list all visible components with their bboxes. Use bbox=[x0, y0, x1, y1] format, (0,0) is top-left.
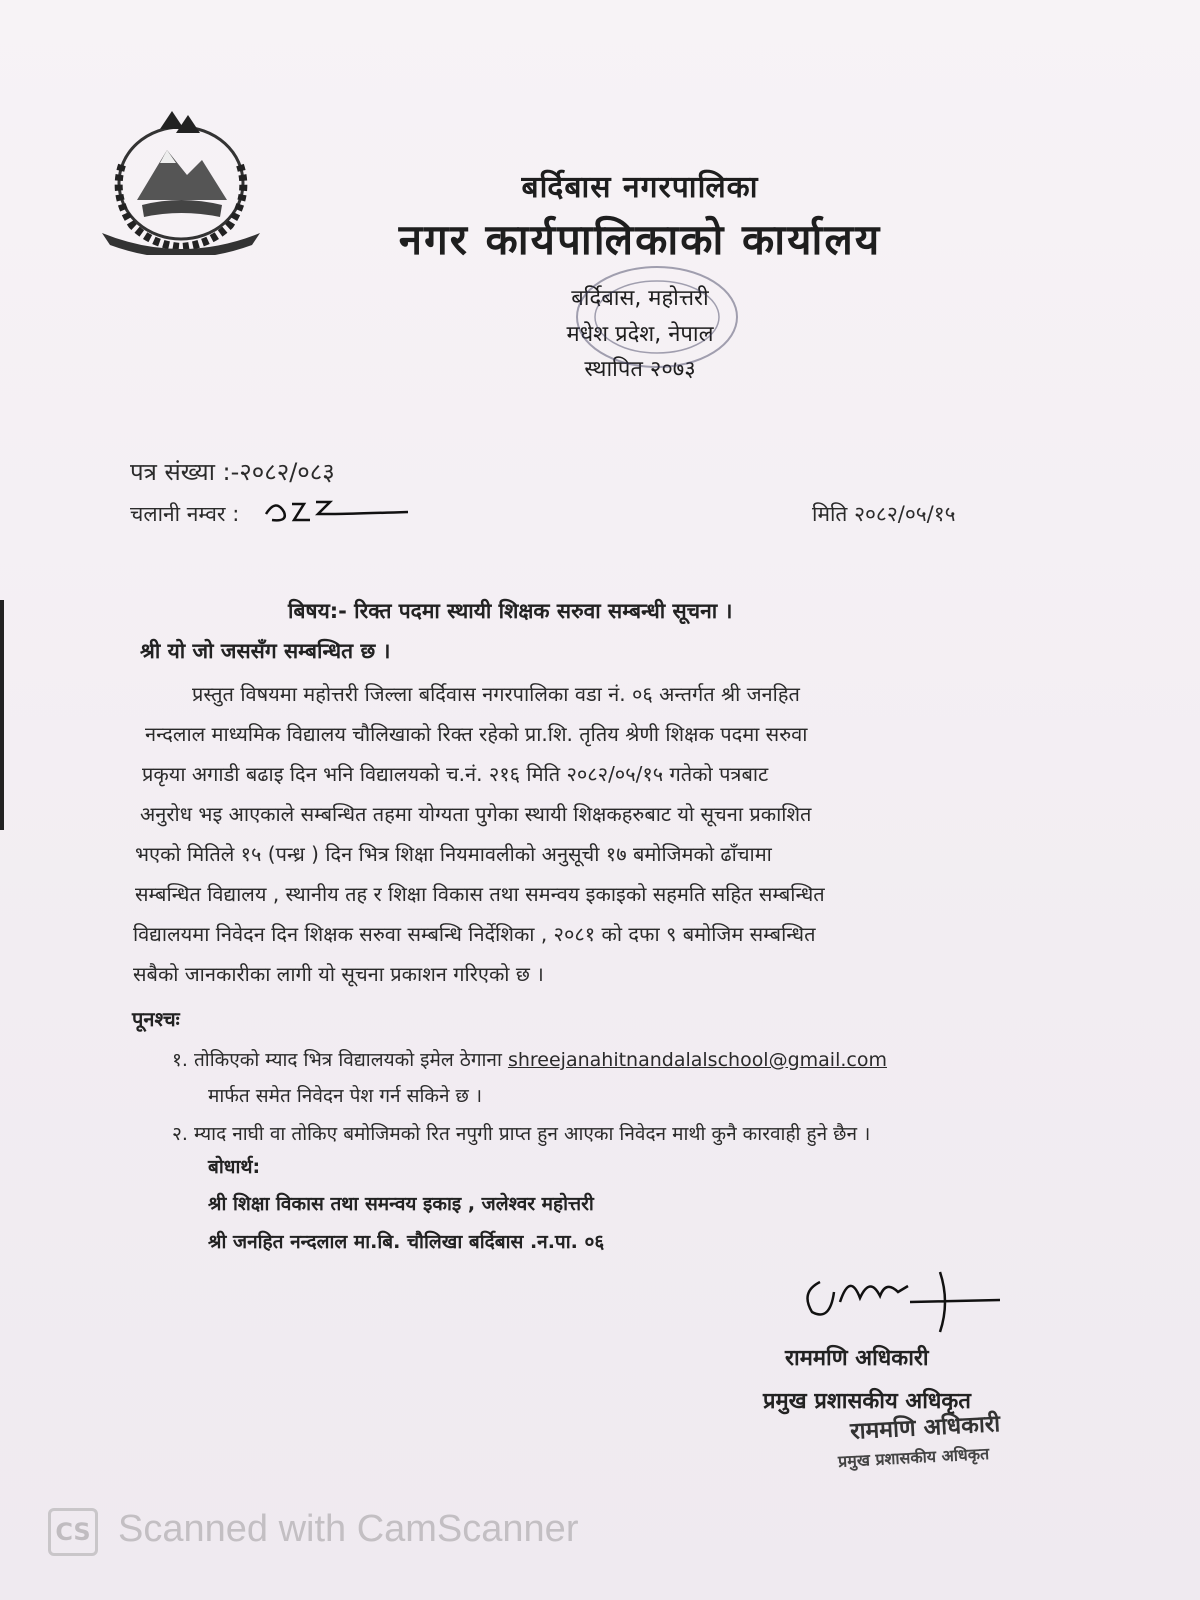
established-year: स्थापित २०७३ bbox=[584, 357, 696, 382]
body-line: अनुरोध भइ आएकाले सम्बन्धित तहमा योग्यता पुगेका स्थायी शिक्षकहरुबाट यो सूचना प्रकाशित bbox=[140, 802, 812, 826]
body-line: प्रकृया अगाडी बढाइ दिन भनि विद्यालयको च.नं. २१६ मिति २०८२/०५/१५ गतेको पत्रबाट bbox=[142, 762, 769, 786]
note-1-text: १. तोकिएको म्याद भित्र विद्यालयको इमेल ठेगाना bbox=[172, 1049, 502, 1071]
office-seal-stamp bbox=[572, 262, 742, 372]
salutation: श्री यो जो जससँग सम्बन्धित छ । bbox=[140, 639, 391, 663]
postscript-label: पूनश्चः bbox=[132, 1007, 180, 1031]
postscript-note-2: २. म्याद नाघी वा तोकिए बमोजिमको रित नपुगी प्राप्त हुन आएका निवेदन माथी कुनै कारवाही हुने छैन । bbox=[172, 1123, 871, 1145]
signatory-stamp-name: राममणि अधिकारी bbox=[849, 1411, 1001, 1445]
letter-subject: बिषय:- रिक्त पदमा स्थायी शिक्षक सरुवा सम्बन्धी सूचना । bbox=[288, 599, 733, 623]
patra-sankhya: पत्र संख्या :-२०८२/०८३ bbox=[130, 458, 335, 486]
cc-recipient: श्री जनहित नन्दलाल मा.बि. चौलिखा बर्दिबास .न.पा. ०६ bbox=[208, 1231, 605, 1253]
address-line-1: बर्दिबास, महोत्तरी bbox=[571, 286, 709, 311]
chalani-number-label: चलानी नम्वर : bbox=[130, 502, 240, 526]
office-name: नगर कार्यपालिकाको कार्यालय bbox=[398, 215, 882, 264]
signatory-stamp-title: प्रमुख प्रशासकीय अधिकृत bbox=[837, 1444, 990, 1471]
school-email-link[interactable]: shreejanahitnandalalschool@gmail.com bbox=[507, 1049, 887, 1071]
body-line: सम्बन्धित विद्यालय , स्थानीय तह र शिक्षा विकास तथा समन्वय इकाइको सहमति सहित सम्बन्धित bbox=[135, 882, 825, 906]
cc-recipient: श्री शिक्षा विकास तथा समन्वय इकाइ , जलेश्वर महोत्तरी bbox=[208, 1193, 594, 1215]
chalani-number-handwritten bbox=[258, 492, 418, 528]
body-line: सबैको जानकारीका लागी यो सूचना प्रकाशन गरिएको छ । bbox=[133, 962, 544, 986]
handwritten-signature bbox=[790, 1262, 1020, 1342]
municipality-name: बर्दिबास नगरपालिका bbox=[521, 170, 759, 205]
body-line: भएको मितिले १५ (पन्ध्र ) दिन भित्र शिक्षा नियमावलीको अनुसूची १७ बमोजिमको ढाँचामा bbox=[135, 842, 772, 866]
address-line-2: मधेश प्रदेश, नेपाल bbox=[566, 322, 714, 347]
scan-edge-mark bbox=[0, 600, 4, 830]
body-line: नन्दलाल माध्यमिक विद्यालय चौलिखाको रिक्त रहेको प्रा.शि. तृतिय श्रेणी शिक्षक पदमा सरुवा bbox=[145, 722, 808, 746]
letter-date: मिति २०८२/०५/१५ bbox=[812, 502, 956, 526]
postscript-note-1-cont: मार्फत समेत निवेदन पेश गर्न सकिने छ । bbox=[208, 1085, 483, 1107]
signatory-title: प्रमुख प्रशासकीय अधिकृत bbox=[763, 1389, 971, 1414]
camscanner-logo-icon: CS bbox=[48, 1508, 98, 1556]
postscript-note-1 bbox=[172, 1046, 887, 1072]
signatory-name: राममणि अधिकारी bbox=[785, 1346, 929, 1371]
bodhartha-label: बोधार्थ: bbox=[208, 1156, 261, 1178]
body-line: प्रस्तुत विषयमा महोत्तरी जिल्ला बर्दिवास नगरपालिका वडा नं. ०६ अन्तर्गत श्री जनहित bbox=[192, 682, 800, 706]
camscanner-watermark: Scanned with CamScanner bbox=[118, 1508, 579, 1550]
body-line: विद्यालयमा निवेदन दिन शिक्षक सरुवा सम्बन्धि निर्देशिका , २०८१ को दफा ९ बमोजिम सम्बन्धित bbox=[133, 922, 816, 946]
